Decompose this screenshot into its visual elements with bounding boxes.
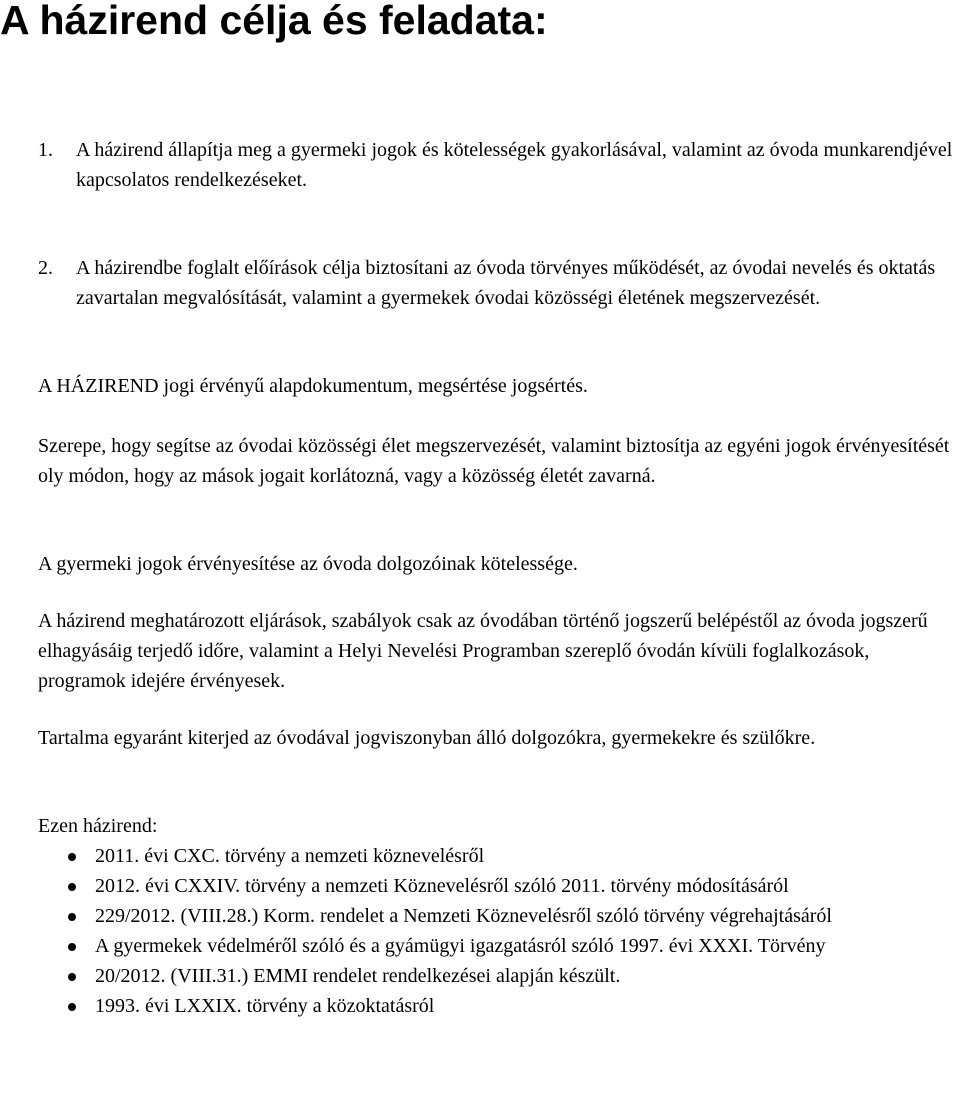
list-item [0, 871, 960, 901]
list-item [0, 991, 960, 1021]
list-item [0, 841, 960, 871]
paragraph-duty: A gyermeki jogok érvényesítése az óvoda dolgozóinak kötelessége. [38, 553, 578, 575]
list-item [0, 931, 960, 961]
paragraph-role: Szerepe, hogy segítse az óvodai közösségi élet megszervezését, valamint biztosítja az egyéni jogok érvényesítését oly módon, hogy az mások jogait korlátozná, vagy a közösség életét zavarná. [38, 435, 950, 487]
page-title: A házirend célja és feladata: [0, 0, 548, 43]
item-number: 1. [38, 139, 53, 161]
list-item-text: 229/2012. (VIII.28.) Korm. rendelet a Nemzeti Köznevelésről szóló törvény végrehajtásáról [95, 905, 832, 927]
list-item-text: 2012. évi CXXIV. törvény a nemzeti Köznevelésről szóló 2011. törvény módosításáról [95, 875, 789, 897]
bullet-icon [68, 883, 76, 891]
law-list [0, 841, 960, 1021]
paragraph-coverage: Tartalma egyaránt kiterjed az óvodával jogviszonyban álló dolgozókra, gyermekekre és szülőkre. [38, 727, 816, 749]
bullet-icon [68, 853, 76, 861]
item-text: A házirendbe foglalt előírások célja biztosítani az óvoda törvényes működését, az óvodai nevelés és oktatás zavartalan megvalósítását, valamint a gyermekek óvodai közösségi életének megszervezését. [76, 257, 936, 309]
list-item [0, 901, 960, 931]
list-item-text: 20/2012. (VIII.31.) EMMI rendelet rendelkezései alapján készült. [95, 965, 621, 987]
paragraph-scope: A házirend meghatározott eljárások, szabályok csak az óvodában történő jogszerű belépéstől az óvoda jogszerű elhagyásáig terjedő időre, valamint a Helyi Nevelési Programban szereplő óvodán kívüli foglalkozások, programok idejére érvényesek. [38, 610, 928, 692]
list-item [0, 961, 960, 991]
bullet-icon [68, 973, 76, 981]
bullet-icon [68, 943, 76, 951]
paragraph-legal-status: A HÁZIREND jogi érvényű alapdokumentum, megsértése jogsértés. [38, 375, 588, 397]
list-item-text: 1993. évi LXXIX. törvény a közoktatásról [95, 995, 435, 1017]
item-number: 2. [38, 257, 53, 279]
list-item-text: 2011. évi CXC. törvény a nemzeti köznevelésről [95, 845, 485, 867]
list-item-text: A gyermekek védelméről szóló és a gyámügyi igazgatásról szóló 1997. évi XXXI. Törvény [95, 935, 826, 957]
item-text: A házirend állapítja meg a gyermeki jogok és kötelességek gyakorlásával, valamint az óvoda munkarendjével kapcsolatos rendelkezéseket. [76, 139, 953, 191]
bullet-icon [68, 1003, 76, 1011]
bullet-icon [68, 913, 76, 921]
paragraph-based-on: Ezen házirend: [38, 815, 158, 837]
